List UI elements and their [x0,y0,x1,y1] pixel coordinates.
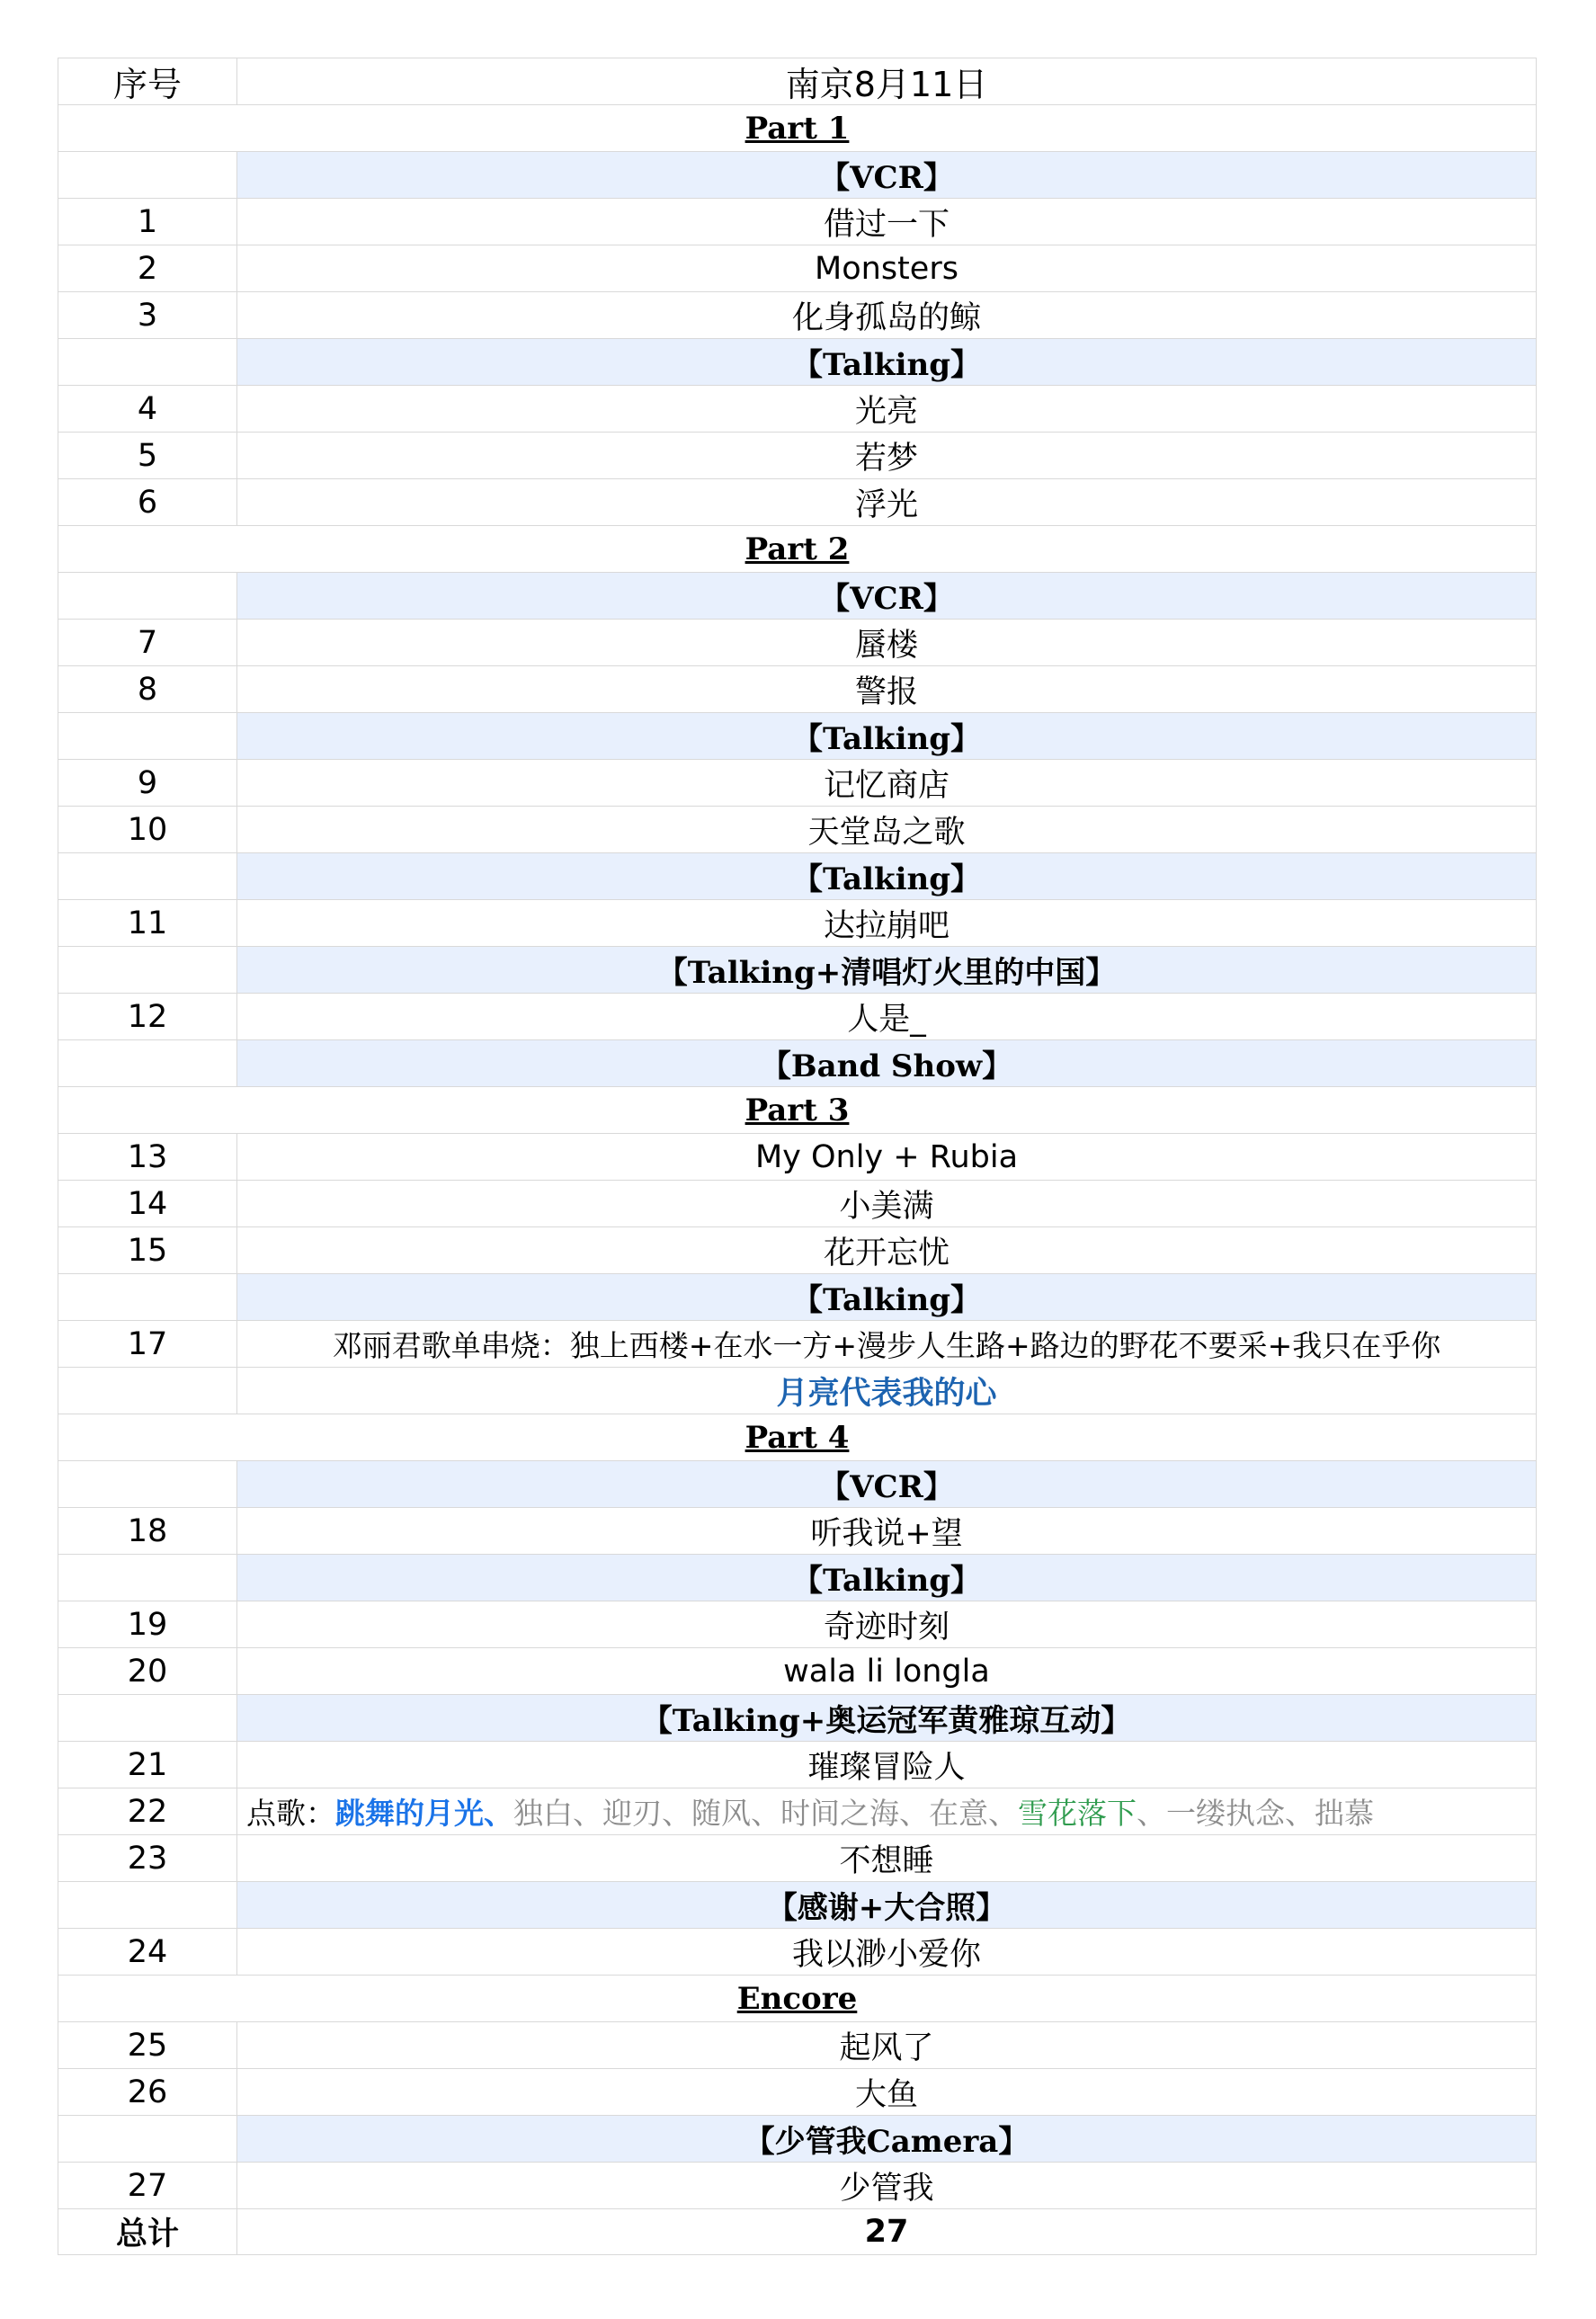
index-cell[interactable] [58,1882,237,1928]
song-title[interactable]: 大鱼 [237,2069,1537,2115]
song-title[interactable]: 警报 [237,666,1537,712]
index-cell[interactable]: 9 [58,760,237,806]
song-row [58,1320,1537,1367]
index-cell[interactable] [58,947,237,993]
total-label[interactable]: 总计 [58,2209,237,2254]
song-row [58,993,1537,1039]
song-title[interactable]: 记忆商店 [237,760,1537,806]
encore-label[interactable]: Encore [58,1976,1537,2021]
index-cell[interactable] [58,1695,237,1741]
index-cell[interactable]: 2 [58,245,237,291]
segment-camera[interactable]: 【少管我Camera】 [237,2116,1537,2162]
part-1-label[interactable]: Part 1 [58,105,1537,151]
request-others-a: 独白、迎刃、随风、时间之海、在意、 [513,1796,1018,1831]
index-cell[interactable]: 21 [58,1742,237,1788]
index-cell[interactable]: 26 [58,2069,237,2115]
song-row [58,619,1537,665]
song-title[interactable]: 我以渺小爱你 [237,1929,1537,1975]
song-row [58,1180,1537,1226]
index-cell[interactable]: 4 [58,386,237,432]
song-row [58,1507,1537,1554]
segment-thanks-photo[interactable]: 【感谢+大合照】 [237,1882,1537,1928]
song-row [58,899,1537,946]
segment-row [58,1694,1537,1741]
segment-row [58,151,1537,198]
segment-row [58,946,1537,993]
song-row [58,665,1537,712]
song-title[interactable]: 璀璨冒险人 [237,1742,1537,1788]
segment-vcr[interactable]: 【VCR】 [237,573,1537,619]
song-title[interactable]: 借过一下 [237,199,1537,245]
part-2-label[interactable]: Part 2 [58,526,1537,572]
index-cell[interactable] [58,152,237,198]
song-row [58,291,1537,338]
song-row [58,198,1537,245]
song-title[interactable]: 化身孤岛的鲸 [237,292,1537,338]
segment-row [58,712,1537,759]
request-prefix: 点歌： [246,1796,335,1831]
song-title[interactable]: 人是_ [237,994,1537,1039]
song-row [58,2068,1537,2115]
song-title[interactable]: 少管我 [237,2163,1537,2208]
song-title[interactable]: wala li longla [237,1648,1537,1694]
index-cell[interactable] [58,1368,237,1414]
segment-talking-olympic[interactable]: 【Talking+奥运冠军黄雅琼互动】 [237,1695,1537,1741]
setlist-table [58,58,1537,2255]
index-cell[interactable] [58,853,237,899]
song-row [58,245,1537,291]
index-cell[interactable]: 12 [58,994,237,1039]
segment-row [58,2115,1537,2162]
song-row [58,759,1537,806]
request-picked-2: 雪花落下 [1018,1796,1137,1831]
song-row [58,1367,1537,1414]
request-picked: 跳舞的月光、 [335,1796,513,1831]
song-title[interactable]: Monsters [237,245,1537,291]
index-cell[interactable]: 17 [58,1321,237,1367]
index-cell[interactable]: 15 [58,1227,237,1273]
header-concert[interactable]: 南京8月11日 [237,58,1537,104]
index-cell[interactable]: 22 [58,1788,237,1834]
part-row [58,104,1537,151]
song-title[interactable]: 光亮 [237,386,1537,432]
index-cell[interactable] [58,1461,237,1507]
segment-row [58,1881,1537,1928]
song-request-cell[interactable] [237,1788,1537,1834]
song-row [58,432,1537,478]
segment-talking[interactable]: 【Talking】 [237,1555,1537,1601]
segment-talking[interactable]: 【Talking】 [237,853,1537,899]
index-cell[interactable]: 11 [58,900,237,946]
song-row [58,1928,1537,1975]
index-cell[interactable] [58,339,237,385]
segment-vcr[interactable]: 【VCR】 [237,152,1537,198]
total-row [58,2208,1537,2255]
song-title[interactable]: 起风了 [237,2022,1537,2068]
index-cell[interactable]: 1 [58,199,237,245]
index-cell[interactable] [58,713,237,759]
song-row [58,385,1537,432]
index-cell[interactable] [58,2116,237,2162]
song-title[interactable]: 不想睡 [237,1835,1537,1881]
index-cell[interactable] [58,1274,237,1320]
song-row [58,806,1537,852]
segment-row [58,852,1537,899]
segment-talking[interactable]: 【Talking】 [237,1274,1537,1320]
index-cell[interactable]: 7 [58,620,237,665]
segment-row [58,1460,1537,1507]
segment-talking-sing[interactable]: 【Talking+清唱灯火里的中国】 [237,947,1537,993]
song-title[interactable]: 听我说+望 [237,1508,1537,1554]
segment-row [58,1039,1537,1086]
segment-band-show[interactable]: 【Band Show】 [237,1040,1537,1086]
song-title[interactable]: 若梦 [237,433,1537,478]
index-cell[interactable]: 3 [58,292,237,338]
segment-talking[interactable]: 【Talking】 [237,713,1537,759]
segment-row [58,1554,1537,1601]
part-row [58,1086,1537,1133]
index-cell[interactable] [58,1555,237,1601]
song-row [58,1788,1537,1834]
song-title[interactable]: 小美满 [237,1181,1537,1226]
index-cell[interactable]: 8 [58,666,237,712]
index-cell[interactable]: 27 [58,2163,237,2208]
song-row [58,1647,1537,1694]
song-row [58,478,1537,525]
index-cell[interactable]: 5 [58,433,237,478]
part-row [58,1414,1537,1460]
part-row [58,525,1537,572]
index-cell[interactable]: 23 [58,1835,237,1881]
index-cell[interactable] [58,1040,237,1086]
song-title[interactable]: 浮光 [237,479,1537,525]
song-title-moon[interactable]: 月亮代表我的心 [237,1368,1537,1414]
song-title[interactable]: 花开忘忧 [237,1227,1537,1273]
song-title[interactable]: 奇迹时刻 [237,1601,1537,1647]
song-row [58,1601,1537,1647]
segment-vcr[interactable]: 【VCR】 [237,1461,1537,1507]
header-row [58,58,1537,104]
index-cell[interactable]: 20 [58,1648,237,1694]
segment-row [58,338,1537,385]
request-others-b: 、一缕执念、拙慕 [1137,1796,1374,1831]
song-title-medley[interactable]: 邓丽君歌单串烧：独上西楼+在水一方+漫步人生路+路边的野花不要采+我只在乎你 [237,1321,1537,1367]
total-value[interactable]: 27 [237,2209,1537,2254]
header-index[interactable]: 序号 [58,58,237,104]
song-row [58,1834,1537,1881]
song-title[interactable]: 蜃楼 [237,620,1537,665]
segment-row [58,1273,1537,1320]
index-cell[interactable]: 6 [58,479,237,525]
part-4-label[interactable]: Part 4 [58,1414,1537,1460]
song-title[interactable]: 天堂岛之歌 [237,807,1537,852]
song-row [58,1226,1537,1273]
index-cell[interactable]: 18 [58,1508,237,1554]
segment-row [58,572,1537,619]
song-title[interactable]: My Only + Rubia [237,1134,1537,1180]
index-cell[interactable]: 13 [58,1134,237,1180]
index-cell[interactable]: 14 [58,1181,237,1226]
part-3-label[interactable]: Part 3 [58,1087,1537,1133]
song-row [58,1741,1537,1788]
index-cell[interactable]: 25 [58,2022,237,2068]
song-row [58,2021,1537,2068]
segment-talking[interactable]: 【Talking】 [237,339,1537,385]
song-row [58,1133,1537,1180]
index-cell[interactable]: 10 [58,807,237,852]
part-row [58,1975,1537,2021]
song-title[interactable]: 达拉崩吧 [237,900,1537,946]
index-cell[interactable]: 19 [58,1601,237,1647]
index-cell[interactable] [58,573,237,619]
index-cell[interactable]: 24 [58,1929,237,1975]
song-row [58,2162,1537,2208]
